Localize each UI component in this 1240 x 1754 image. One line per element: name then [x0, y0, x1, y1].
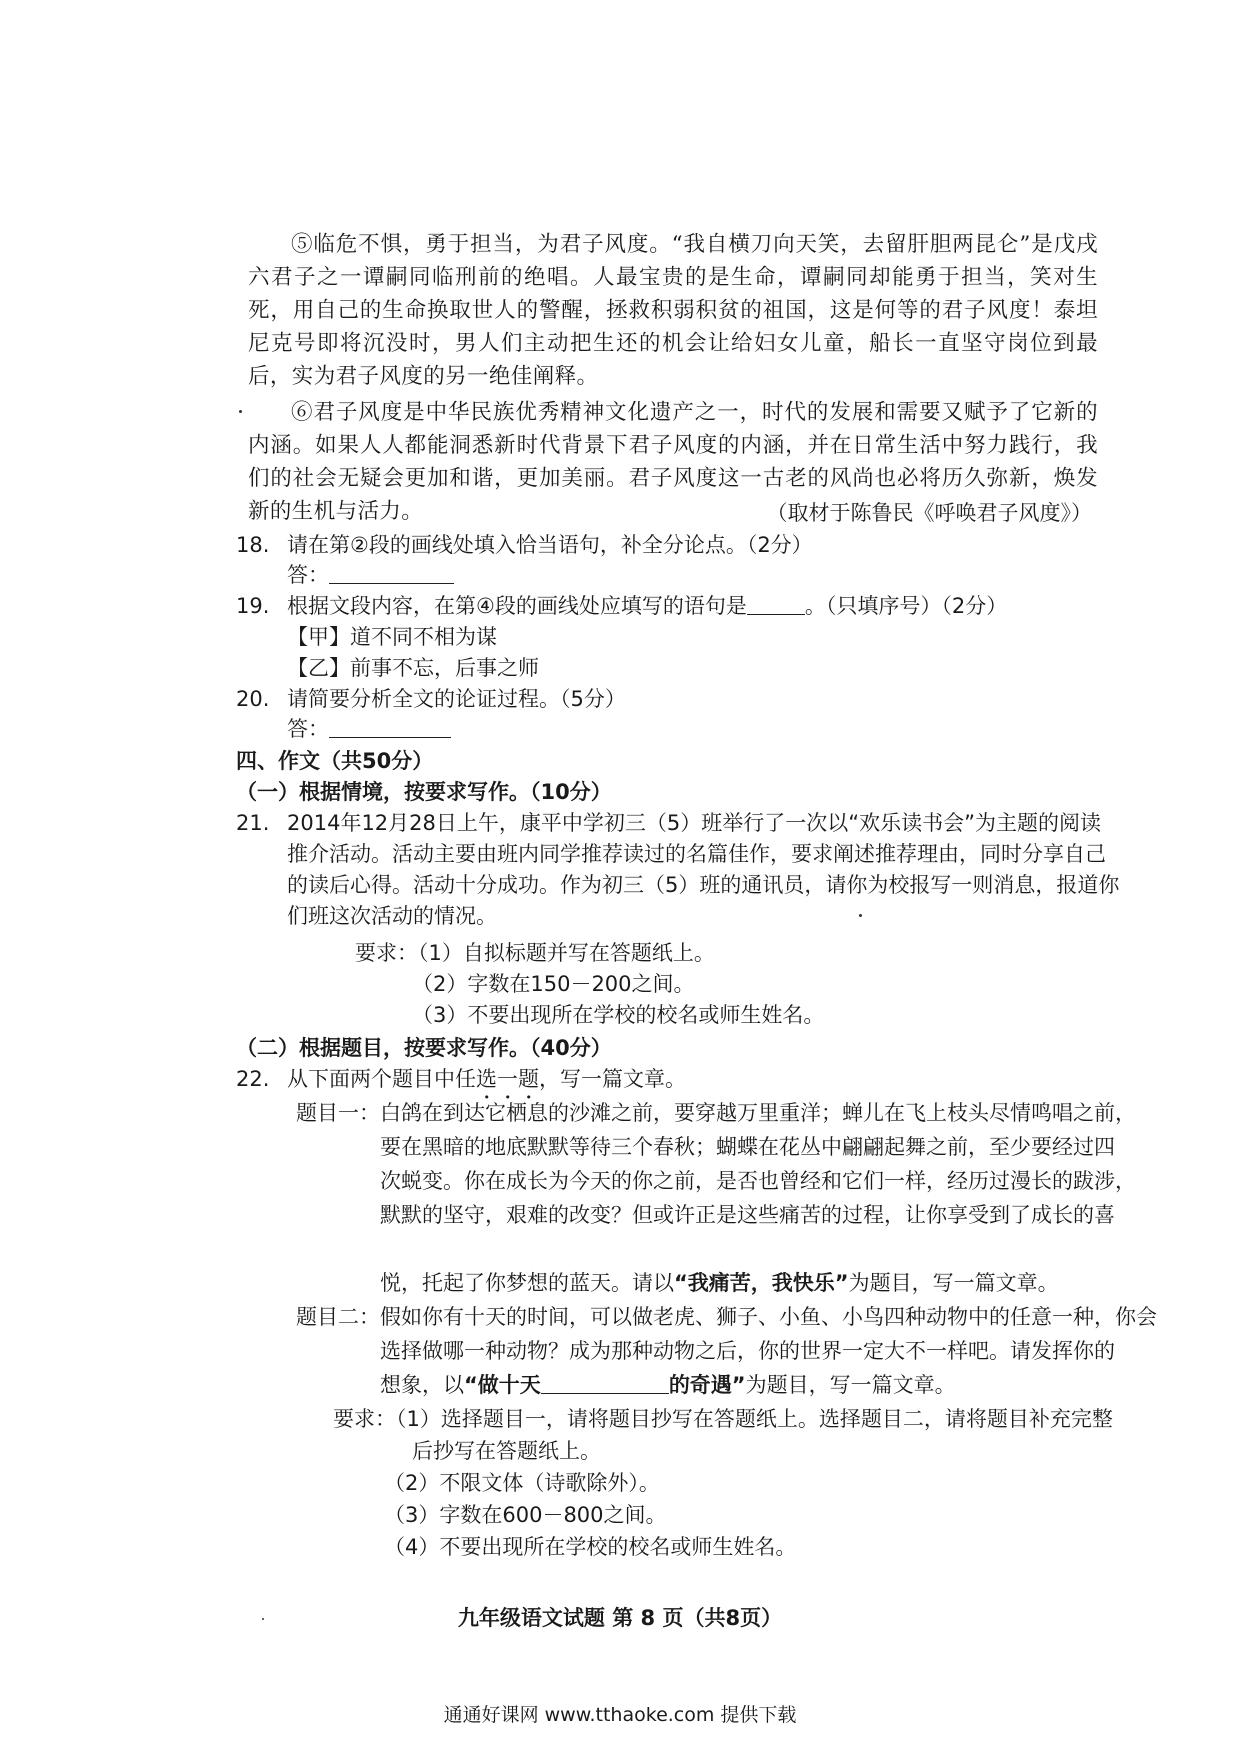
q19-option-a: 【甲】道不同不相为谋 — [287, 625, 497, 649]
topic1-line-3: 次蜕变。你在成长为今天的你之前，是否也曾经和它们一样，经历过漫长的跋涉， — [380, 1169, 1136, 1193]
page-footer: 九年级语文试题 第 8 页（共8页） — [457, 1606, 783, 1630]
q22-requirement-1: 要求：（1）选择题目一，请将题目抄写在答题纸上。选择题目二，请将题目补充完整 — [333, 1407, 1113, 1431]
topic1-title: “我痛苦，我快乐” — [674, 1271, 849, 1295]
topic2-title-a: “做十天 — [464, 1373, 541, 1397]
part2-heading: （二）根据题目，按要求写作。（40分） — [236, 1036, 612, 1060]
q21-requirement-1: 要求：（1）自拟标题并写在答题纸上。 — [355, 941, 715, 965]
topic1-last-b: 为题目，写一篇文章。 — [848, 1271, 1059, 1295]
topic2-line-2: 选择做哪一种动物？成为那种动物之后，你的世界一定大不一样吧。请发挥你的 — [380, 1339, 1115, 1363]
topic1-last-a: 悦，托起了你梦想的蓝天。请以 — [380, 1271, 674, 1295]
q21-requirement-2: （2）字数在150－200之间。 — [412, 972, 695, 996]
topic2-last-a: 想象，以 — [380, 1373, 464, 1397]
q20-number: 20. — [236, 687, 270, 711]
q22-intro-b: ，写一篇文章。 — [539, 1067, 686, 1091]
topic1-line-4: 默默的坚守，艰难的改变？但或许正是这些痛苦的过程，让你享受到了成长的喜 — [380, 1203, 1115, 1227]
q18-text: 请在第②段的画线处填入恰当语句，补全分论点。（2分） — [287, 533, 813, 557]
q21-requirement-3: （3）不要出现所在学校的校名或师生姓名。 — [412, 1003, 825, 1027]
scan-speck — [239, 410, 242, 413]
topic1-last-line — [380, 1268, 1059, 1298]
topic2-line-1: 假如你有十天的时间，可以做老虎、狮子、小鱼、小鸟四种动物中的任意一种，你会 — [380, 1305, 1157, 1329]
passage-source: （取材于陈鲁民《呼唤君子风度》） — [766, 501, 1092, 525]
q21-line-4: 们班这次活动的情况。 — [287, 904, 497, 928]
q21-line-2: 推介活动。活动主要由班内同学推荐读过的名篇佳作，要求阐述推荐理由，同时分享自己 — [287, 842, 1106, 866]
q18-number: 18. — [236, 533, 270, 557]
topic1-line-2: 要在黑暗的地底默默等待三个春秋；蝴蝶在花丛中翩翩起舞之前，至少要经过四 — [380, 1135, 1115, 1159]
q21-line-3: 的读后心得。活动十分成功。作为初三（5）班的通讯员，请你为校报写一则消息，报道你 — [287, 873, 1120, 897]
q22-intro-a: 从下面两个题目中任 — [287, 1067, 476, 1091]
q18-answer-blank[interactable] — [329, 563, 454, 584]
topic1-line-1: 白鸽在到达它栖息的沙滩之前，要穿越万里重洋；蝉儿在飞上枝头尽情鸣唱之前， — [380, 1101, 1136, 1125]
source-watermark: 通通好课网 www.tthaoke.com 提供下载 — [443, 1704, 797, 1726]
q22-requirement-3: （3）字数在600－800之间。 — [384, 1503, 667, 1527]
q22-intro-emphasis: 选一题 — [476, 1067, 539, 1091]
q19-option-b: 【乙】前事不忘，后事之师 — [287, 656, 539, 680]
q22-requirement-4: （4）不要出现所在学校的校名或师生姓名。 — [384, 1535, 797, 1559]
topic2-label: 题目二： — [296, 1305, 380, 1329]
q20-answer[interactable] — [287, 714, 451, 744]
q20-answer-label: 答： — [287, 717, 329, 741]
topic2-title-b: 的奇遇” — [668, 1373, 746, 1397]
q18-answer[interactable] — [287, 560, 454, 590]
part1-heading: （一）根据情境，按要求写作。（10分） — [236, 780, 612, 804]
q19-blank[interactable] — [747, 594, 805, 615]
scan-speck — [262, 1618, 264, 1620]
topic2-title-blank[interactable] — [541, 1373, 669, 1394]
q20-text: 请简要分析全文的论证过程。（5分） — [287, 687, 626, 711]
q20-answer-blank[interactable] — [329, 717, 451, 738]
paragraph-6: ⑥君子风度是中华民族优秀精神文化遗产之一，时代的发展和需要又赋予了它新的内涵。如果人人都能洞悉新时代背景下君子风度的内涵，并在日常生活中努力践行，我们的社会无疑会更加和谐，更加美丽。君子风度这一古老的风尚也必将历久弥新，焕发新的生机与活力。 — [248, 400, 1098, 524]
q22-requirement-1-cont: 后抄写在答题纸上。 — [412, 1439, 601, 1463]
q21-number: 21. — [236, 811, 270, 835]
scan-speck — [859, 914, 862, 917]
q19-text — [287, 591, 1007, 621]
paragraph-5: ⑤临危不惧，勇于担当，为君子风度。“我自横刀向天笑，去留肝胆两昆仑”是戊戌六君子之一谭嗣同临刑前的绝唱。人最宝贵的是生命，谭嗣同却能勇于担当，笑对生死，用自己的生命换取世人的警醒，拯救积弱积贫的祖国，这是何等的君子风度！泰坦尼克号即将沉没时，男人们主动把生还的机会让给妇女儿童，船长一直坚守岗位到最后，实为君子风度的另一绝佳阐释。 — [248, 232, 1098, 389]
composition-heading: 四、作文（共50分） — [236, 749, 434, 773]
topic1-label: 题目一： — [296, 1101, 380, 1125]
q18-answer-label: 答： — [287, 563, 329, 587]
q22-number: 22. — [236, 1067, 270, 1091]
q19-number: 19. — [236, 594, 270, 618]
q19-text-b: 。（只填序号）（2分） — [804, 594, 1008, 618]
topic2-last-b: 为题目，写一篇文章。 — [745, 1373, 956, 1397]
q19-text-a: 根据文段内容，在第④段的画线处应填写的语句是 — [287, 594, 747, 618]
topic2-last-line — [380, 1370, 956, 1400]
q21-line-1: 2014年12月28日上午，康平中学初三（5）班举行了一次以“欢乐读书会”为主题的阅读 — [287, 811, 1102, 835]
q22-requirement-2: （2）不限文体（诗歌除外）。 — [384, 1471, 660, 1495]
